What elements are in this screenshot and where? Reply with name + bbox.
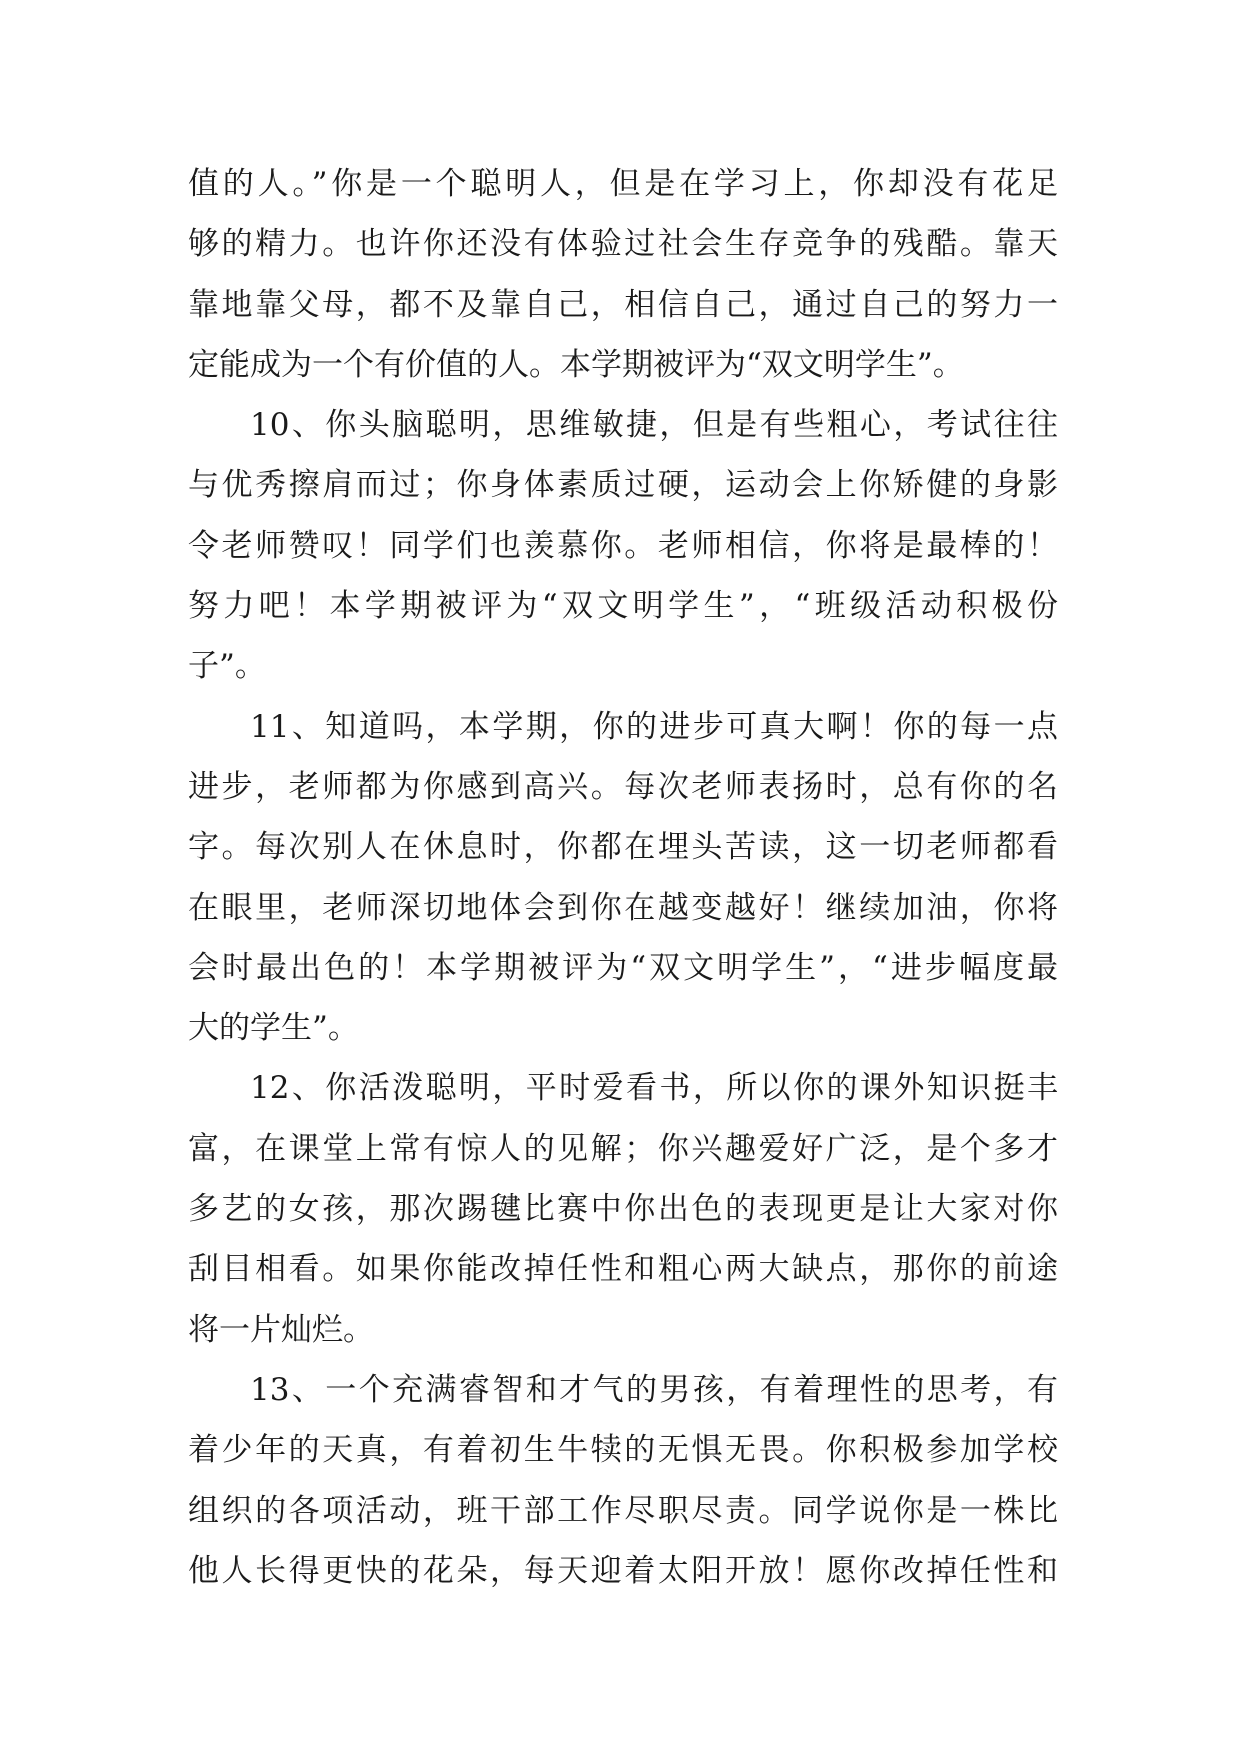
text-line: 努力吧！本学期被评为“双文明学生”，“班级活动积极份	[188, 588, 1058, 625]
text-line: 令老师赞叹！同学们也羡慕你。老师相信，你将是最棒的！	[188, 527, 1058, 564]
text-line: 进步，老师都为你感到高兴。每次老师表扬时，总有你的名	[188, 768, 1058, 805]
text-line: 多艺的女孩，那次踢毽比赛中你出色的表现更是让大家对你	[188, 1191, 1058, 1228]
text-line: 够的精力。也许你还没有体验过社会生存竞争的残酷。靠天	[188, 226, 1058, 263]
text-line: 富，在课堂上常有惊人的见解；你兴趣爱好广泛，是个多才	[188, 1130, 1058, 1167]
text-line: 大的学生”。	[188, 1010, 359, 1047]
text-line: 与优秀擦肩而过；你身体素质过硬，运动会上你矫健的身影	[188, 467, 1058, 504]
text-line: 将一片灿烂。	[188, 1311, 374, 1348]
text-line: 13、一个充满睿智和才气的男孩，有着理性的思考，有	[250, 1371, 1058, 1408]
text-line: 着少年的天真，有着初生牛犊的无惧无畏。你积极参加学校	[188, 1432, 1058, 1469]
text-line: 他人长得更快的花朵，每天迎着太阳开放！愿你改掉任性和	[188, 1552, 1058, 1589]
paragraph-12	[188, 1058, 1058, 1359]
text-line: 字。每次别人在休息时，你都在埋头苦读，这一切老师都看	[188, 829, 1058, 866]
text-line: 12、你活泼聪明，平时爱看书，所以你的课外知识挺丰	[250, 1070, 1058, 1107]
text-line: 10、你头脑聪明，思维敏捷，但是有些粗心，考试往往	[250, 407, 1058, 444]
paragraph-13	[188, 1360, 1058, 1601]
text-line: 靠地靠父母，都不及靠自己，相信自己，通过自己的努力一	[188, 286, 1058, 323]
text-line: 在眼里，老师深切地体会到你在越变越好！继续加油，你将	[188, 889, 1058, 926]
text-line: 值的人。”你是一个聪明人，但是在学习上，你却没有花足	[188, 166, 1058, 202]
paragraph-10	[188, 395, 1058, 696]
text-line: 刮目相看。如果你能改掉任性和粗心两大缺点，那你的前途	[188, 1251, 1058, 1288]
text-line: 子”。	[188, 648, 266, 685]
text-line: 会时最出色的！本学期被评为“双文明学生”，“进步幅度最	[188, 949, 1058, 986]
text-line: 定能成为一个有价值的人。本学期被评为“双文明学生”。	[188, 346, 964, 383]
paragraph-continued	[188, 154, 1058, 395]
paragraph-11	[188, 697, 1058, 1059]
text-line: 组织的各项活动，班干部工作尽职尽责。同学说你是一株比	[188, 1492, 1058, 1529]
text-line: 11、知道吗，本学期，你的进步可真大啊！你的每一点	[250, 708, 1058, 745]
document-body	[188, 154, 1058, 1601]
